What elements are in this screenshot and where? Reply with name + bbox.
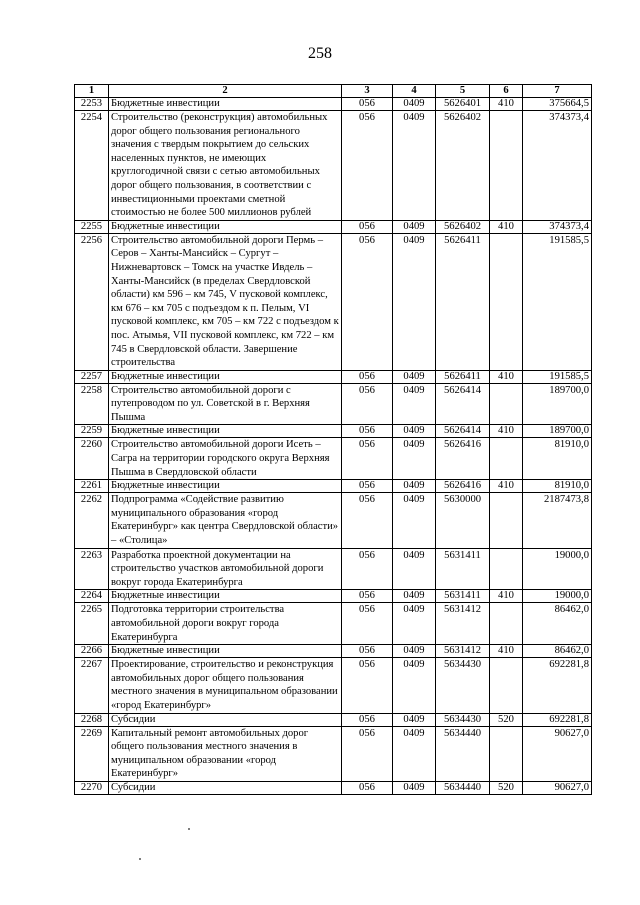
- row-code-4: 0409: [393, 98, 436, 111]
- row-code-4: 0409: [393, 645, 436, 658]
- column-header: 5: [436, 85, 490, 98]
- row-name: Строительство автомобильной дороги с путепроводом по ул. Советской в г. Верхняя Пышма: [109, 383, 342, 425]
- column-header: 4: [393, 85, 436, 98]
- column-header: 6: [490, 85, 523, 98]
- row-number: 2261: [75, 480, 109, 493]
- row-code-4: 0409: [393, 383, 436, 425]
- table-row: [75, 480, 592, 493]
- row-amount: 189700,0: [523, 425, 592, 438]
- table-row: [75, 590, 592, 603]
- column-header: 2: [109, 85, 342, 98]
- row-amount: 374373,4: [523, 111, 592, 221]
- row-code-3: 056: [342, 111, 393, 221]
- row-code-6: 410: [490, 370, 523, 383]
- row-code-4: 0409: [393, 603, 436, 645]
- row-name: Разработка проектной документации на строительство участков автомобильной дороги вокруг города Екатеринбурга: [109, 548, 342, 590]
- row-number: 2267: [75, 658, 109, 713]
- row-name: Субсидии: [109, 781, 342, 794]
- row-code-3: 056: [342, 98, 393, 111]
- row-code-6: [490, 438, 523, 480]
- row-code-6: [490, 111, 523, 221]
- row-number: 2264: [75, 590, 109, 603]
- row-amount: 19000,0: [523, 590, 592, 603]
- row-amount: 2187473,8: [523, 493, 592, 548]
- row-code-3: 056: [342, 781, 393, 794]
- row-code-5: 5626411: [436, 233, 490, 370]
- row-code-3: 056: [342, 220, 393, 233]
- row-code-6: 410: [490, 590, 523, 603]
- budget-table: [74, 84, 592, 795]
- row-amount: 19000,0: [523, 548, 592, 590]
- row-code-3: 056: [342, 438, 393, 480]
- row-name: Бюджетные инвестиции: [109, 220, 342, 233]
- row-number: 2260: [75, 438, 109, 480]
- row-code-5: 5626402: [436, 111, 490, 221]
- row-code-3: 056: [342, 590, 393, 603]
- row-code-3: 056: [342, 480, 393, 493]
- row-name: Подготовка территории строительства автомобильной дороги вокруг города Екатеринбурга: [109, 603, 342, 645]
- row-code-5: 5626401: [436, 98, 490, 111]
- row-code-4: 0409: [393, 781, 436, 794]
- scan-dot: [188, 828, 190, 830]
- row-code-3: 056: [342, 493, 393, 548]
- table-row: [75, 383, 592, 425]
- row-code-4: 0409: [393, 220, 436, 233]
- row-code-4: 0409: [393, 370, 436, 383]
- row-amount: 375664,5: [523, 98, 592, 111]
- column-header: 1: [75, 85, 109, 98]
- row-number: 2265: [75, 603, 109, 645]
- row-code-5: 5631412: [436, 645, 490, 658]
- table-row: [75, 548, 592, 590]
- row-name: Строительство (реконструкция) автомобильных дорог общего пользования регионального значения с твердым покрытием до сельских населенных пунктов, не имеющих круглогодичной связи с сетью автомобильных дорог общего пользования, в соответствии с инвестиционными проектами сметной стоимостью не более 500 миллионов рублей: [109, 111, 342, 221]
- row-code-6: [490, 603, 523, 645]
- row-amount: 90627,0: [523, 781, 592, 794]
- row-code-6: [490, 493, 523, 548]
- row-code-3: 056: [342, 645, 393, 658]
- row-amount: 374373,4: [523, 220, 592, 233]
- row-number: 2270: [75, 781, 109, 794]
- table-row: [75, 493, 592, 548]
- row-code-5: 5626402: [436, 220, 490, 233]
- row-code-6: [490, 726, 523, 781]
- table-row: [75, 603, 592, 645]
- table-row: [75, 645, 592, 658]
- row-code-3: 056: [342, 726, 393, 781]
- row-code-5: 5634430: [436, 658, 490, 713]
- row-name: Субсидии: [109, 713, 342, 726]
- row-amount: 86462,0: [523, 645, 592, 658]
- row-code-4: 0409: [393, 548, 436, 590]
- row-amount: 692281,8: [523, 658, 592, 713]
- row-amount: 86462,0: [523, 603, 592, 645]
- row-code-5: 5631412: [436, 603, 490, 645]
- table-row: [75, 111, 592, 221]
- row-amount: 81910,0: [523, 438, 592, 480]
- row-name: Подпрограмма «Содействие развитию муниципального образования «город Екатеринбург» как центра Свердловской области» – «Столица»: [109, 493, 342, 548]
- row-code-5: 5626416: [436, 438, 490, 480]
- page-number: 258: [308, 45, 332, 62]
- row-amount: 90627,0: [523, 726, 592, 781]
- row-number: 2266: [75, 645, 109, 658]
- row-code-6: 410: [490, 480, 523, 493]
- row-code-3: 056: [342, 658, 393, 713]
- row-code-3: 056: [342, 383, 393, 425]
- row-code-4: 0409: [393, 493, 436, 548]
- row-amount: 189700,0: [523, 383, 592, 425]
- table-row: [75, 726, 592, 781]
- row-code-6: 410: [490, 645, 523, 658]
- row-number: 2258: [75, 383, 109, 425]
- row-amount: 692281,8: [523, 713, 592, 726]
- table-row: [75, 98, 592, 111]
- row-number: 2253: [75, 98, 109, 111]
- row-code-6: [490, 383, 523, 425]
- row-name: Строительство автомобильной дороги Пермь – Серов – Ханты-Мансийск – Сургут – Нижневартовск – Томск на участке Ивдель – Ханты-Мансийск (в пределах Свердловской области) км 596 – км 745, V пусковой комплекс, км 676 – км 705 с подъездом к п. Пелым, VI пусковой комплекс, км 705 – км 722 с подъездом к пос. Атымья, VII пусковой комплекс, км 722 – км 745 в Свердловской области. Завершение строительства: [109, 233, 342, 370]
- table-row: [75, 781, 592, 794]
- row-code-6: 520: [490, 713, 523, 726]
- row-amount: 191585,5: [523, 370, 592, 383]
- row-code-6: [490, 548, 523, 590]
- row-code-5: 5626414: [436, 383, 490, 425]
- row-code-3: 056: [342, 233, 393, 370]
- table-body: [75, 98, 592, 795]
- row-name: Проектирование, строительство и реконструкция автомобильных дорог общего пользования местного значения в муниципальном образовании «город Екатеринбург»: [109, 658, 342, 713]
- row-number: 2255: [75, 220, 109, 233]
- table-row: [75, 658, 592, 713]
- row-code-5: 5634430: [436, 713, 490, 726]
- row-code-5: 5626416: [436, 480, 490, 493]
- row-code-3: 056: [342, 370, 393, 383]
- column-header: 3: [342, 85, 393, 98]
- table-row: [75, 713, 592, 726]
- row-code-4: 0409: [393, 111, 436, 221]
- row-code-3: 056: [342, 425, 393, 438]
- row-code-5: 5634440: [436, 726, 490, 781]
- row-number: 2263: [75, 548, 109, 590]
- row-code-6: 410: [490, 98, 523, 111]
- row-code-4: 0409: [393, 425, 436, 438]
- table-row: [75, 220, 592, 233]
- row-code-4: 0409: [393, 233, 436, 370]
- row-code-5: 5626414: [436, 425, 490, 438]
- row-code-6: [490, 233, 523, 370]
- row-code-4: 0409: [393, 480, 436, 493]
- row-amount: 191585,5: [523, 233, 592, 370]
- row-code-5: 5626411: [436, 370, 490, 383]
- row-number: 2254: [75, 111, 109, 221]
- table-row: [75, 233, 592, 370]
- table-row: [75, 438, 592, 480]
- row-code-4: 0409: [393, 713, 436, 726]
- row-name: Бюджетные инвестиции: [109, 590, 342, 603]
- row-name: Строительство автомобильной дороги Исеть – Сагра на территории городского округа Верхняя Пышма в Свердловской области: [109, 438, 342, 480]
- row-name: Бюджетные инвестиции: [109, 645, 342, 658]
- row-code-6: [490, 658, 523, 713]
- row-number: 2262: [75, 493, 109, 548]
- row-amount: 81910,0: [523, 480, 592, 493]
- row-code-6: 410: [490, 220, 523, 233]
- row-number: 2259: [75, 425, 109, 438]
- row-name: Бюджетные инвестиции: [109, 370, 342, 383]
- scan-dot: [139, 858, 141, 860]
- row-number: 2269: [75, 726, 109, 781]
- row-code-5: 5634440: [436, 781, 490, 794]
- row-name: Бюджетные инвестиции: [109, 425, 342, 438]
- table-row: [75, 370, 592, 383]
- row-name: Капитальный ремонт автомобильных дорог общего пользования местного значения в муниципальном образовании «город Екатеринбург»: [109, 726, 342, 781]
- row-code-3: 056: [342, 603, 393, 645]
- row-code-4: 0409: [393, 590, 436, 603]
- table-header-row: [75, 85, 592, 98]
- row-code-5: 5631411: [436, 548, 490, 590]
- row-code-6: 520: [490, 781, 523, 794]
- row-code-6: 410: [490, 425, 523, 438]
- row-code-3: 056: [342, 548, 393, 590]
- row-name: Бюджетные инвестиции: [109, 480, 342, 493]
- column-header: 7: [523, 85, 592, 98]
- row-code-3: 056: [342, 713, 393, 726]
- row-number: 2257: [75, 370, 109, 383]
- row-code-5: 5630000: [436, 493, 490, 548]
- row-name: Бюджетные инвестиции: [109, 98, 342, 111]
- row-number: 2256: [75, 233, 109, 370]
- table-row: [75, 425, 592, 438]
- row-code-4: 0409: [393, 658, 436, 713]
- row-code-4: 0409: [393, 726, 436, 781]
- row-code-4: 0409: [393, 438, 436, 480]
- row-code-5: 5631411: [436, 590, 490, 603]
- row-number: 2268: [75, 713, 109, 726]
